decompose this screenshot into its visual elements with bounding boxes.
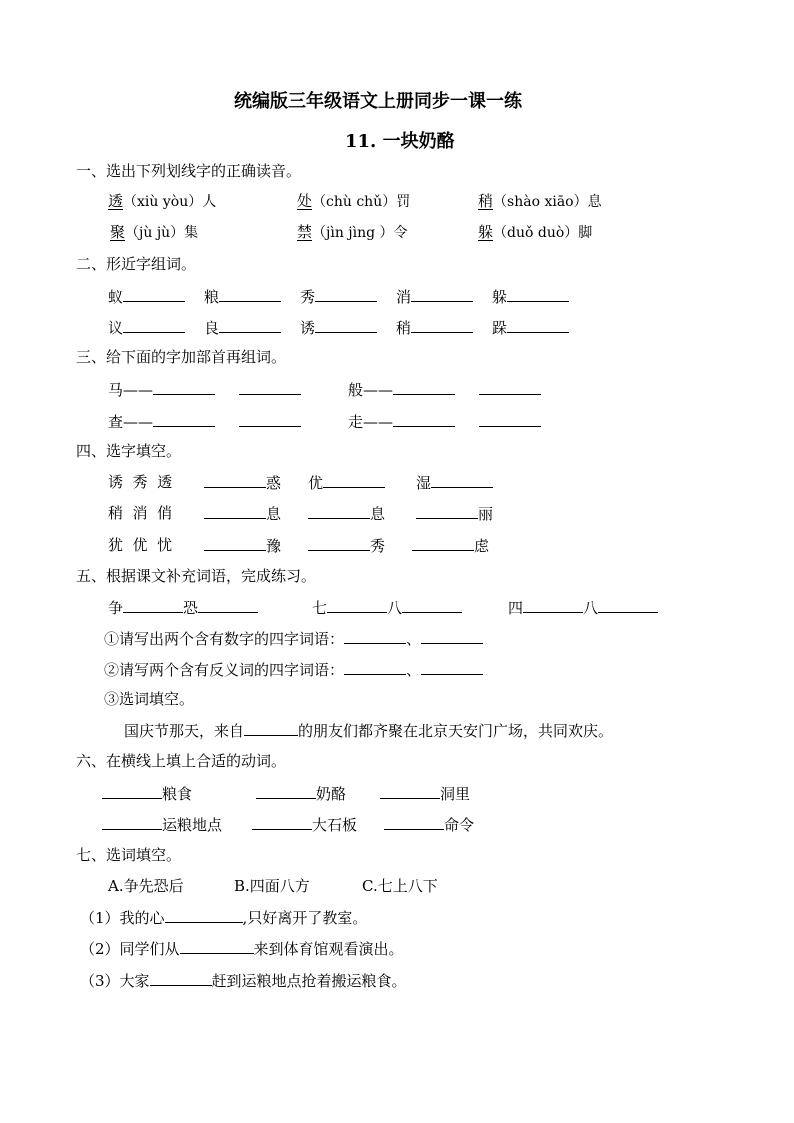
pinyin-item [297,221,408,242]
word-item: 诱 [300,316,377,338]
idiom-item: 争 恐 [108,596,258,618]
question-5-3: ③选词填空。 [104,690,195,708]
answer-blank[interactable] [327,596,387,613]
pinyin-item [297,190,410,211]
answer-blank[interactable] [393,410,455,427]
section-6-heading: 六、在横线上填上合适的动词。 [76,752,287,770]
lesson-title: 11. 一块奶酪 [345,131,455,152]
answer-blank[interactable] [252,813,312,830]
answer-blank[interactable] [315,316,377,333]
fill-item: 优 [308,471,385,493]
answer-blank[interactable] [523,596,583,613]
answer-blank[interactable] [393,378,455,395]
question-5-3-sentence: 国庆节那天，来自 的朋友们都齐聚在北京天安门广场，共同欢庆。 [124,719,613,741]
underlined-char: 聚 [110,223,126,241]
word-item: 良 [204,316,281,338]
answer-blank[interactable] [315,285,377,302]
pinyin-options: （shào xiāo）息 [493,194,602,210]
answer-blank[interactable] [219,316,281,333]
section-3-heading: 三、给下面的字加部首再组词。 [76,348,287,366]
answer-blank[interactable] [123,596,183,613]
section-2-heading: 二、形近字组词。 [76,255,197,273]
answer-blank[interactable] [412,534,474,551]
answer-blank[interactable] [204,502,266,519]
radical-item: 走—— [348,410,541,432]
pinyin-item [478,190,602,211]
char-options: 犹 优 忧 [108,536,173,554]
pinyin-item [108,190,216,211]
answer-blank[interactable] [507,285,569,302]
answer-blank[interactable] [416,502,478,519]
answer-blank[interactable] [204,471,266,488]
answer-blank[interactable] [198,596,258,613]
underlined-char: 禁 [297,223,313,241]
verb-item: 洞里 [380,782,470,804]
answer-blank[interactable] [431,471,493,488]
answer-blank[interactable] [308,502,370,519]
answer-blank[interactable] [421,658,483,675]
answer-blank[interactable] [239,410,301,427]
idiom-item: 四 八 [508,596,658,618]
option-c: C.七上八下 [362,877,438,895]
answer-blank[interactable] [344,627,406,644]
idiom-item: 七 八 [312,596,462,618]
answer-blank[interactable] [479,410,541,427]
answer-blank[interactable] [153,378,215,395]
underlined-char: 稍 [478,192,494,210]
answer-blank[interactable] [411,285,473,302]
option-a: A.争先恐后 [108,877,184,895]
question-5-2: ②请写两个含有反义词的四字词语： 、 [104,658,483,680]
answer-blank[interactable] [380,782,440,799]
section-7-heading: 七、选词填空。 [76,846,182,864]
pinyin-item [478,221,592,242]
fill-item: 虑 [412,534,489,556]
word-item: 议 [108,316,185,338]
word-item: 粮 [204,285,281,307]
answer-blank[interactable] [204,534,266,551]
radical-item: 查—— [108,410,301,432]
fill-item: 丽 [416,502,493,524]
underlined-char: 躲 [478,223,494,241]
question-7-1: （1）我的心 ,只好离开了教室。 [80,906,367,928]
char-options: 稍 消 俏 [108,504,173,522]
answer-blank[interactable] [153,410,215,427]
question-5-1: ①请写出两个含有数字的四字词语： 、 [104,627,483,649]
answer-blank[interactable] [102,782,162,799]
pinyin-options: （jù jù）集 [125,225,199,241]
option-b: B.四面八方 [234,877,310,895]
answer-blank[interactable] [123,316,185,333]
answer-blank[interactable] [219,285,281,302]
answer-blank[interactable] [123,285,185,302]
word-item: 稍 [396,316,473,338]
question-7-3: （3）大家 赶到运粮地点抢着搬运粮食。 [80,969,407,991]
radical-item: 马—— [108,378,301,400]
fill-item: 湿 [416,471,493,493]
section-5-heading: 五、根据课文补充词语，完成练习。 [76,567,317,585]
verb-item: 奶酪 [256,782,346,804]
fill-item: 惑 [204,471,281,493]
word-item: 跺 [492,316,569,338]
answer-blank[interactable] [180,937,254,954]
word-item: 躲 [492,285,569,307]
word-item: 消 [396,285,473,307]
char-options: 诱 秀 透 [108,473,173,491]
underlined-char: 处 [297,192,313,210]
verb-item: 运粮地点 [102,813,222,835]
pinyin-options: （duǒ duò）脚 [493,225,593,241]
pinyin-options: （jìn jìng ）令 [312,225,408,241]
section-4-heading: 四、选字填空。 [76,442,182,460]
fill-item: 息 [308,502,385,524]
answer-blank[interactable] [384,813,444,830]
word-item: 蚁 [108,285,185,307]
pinyin-options: （xiù yòu）人 [123,194,217,210]
answer-blank[interactable] [402,596,462,613]
answer-blank[interactable] [256,782,316,799]
answer-blank[interactable] [102,813,162,830]
answer-blank[interactable] [598,596,658,613]
fill-item: 秀 [308,534,385,556]
answer-blank[interactable] [421,627,483,644]
answer-blank[interactable] [479,378,541,395]
answer-blank[interactable] [244,719,298,736]
answer-blank[interactable] [344,658,406,675]
word-item: 秀 [300,285,377,307]
underlined-char: 透 [108,192,124,210]
answer-blank[interactable] [323,471,385,488]
fill-item: 豫 [204,534,281,556]
fill-item: 息 [204,502,281,524]
verb-item: 大石板 [252,813,357,835]
answer-blank[interactable] [165,906,243,923]
page-title: 统编版三年级语文上册同步一课一练 [234,91,522,112]
pinyin-item [110,221,198,242]
pinyin-options: （chù chǔ）罚 [312,194,411,210]
question-7-2: （2）同学们从 来到体育馆观看演出。 [80,937,404,959]
answer-blank[interactable] [239,378,301,395]
verb-item: 粮食 [102,782,192,804]
answer-blank[interactable] [411,316,473,333]
verb-item: 命令 [384,813,474,835]
answer-blank[interactable] [150,969,212,986]
radical-item: 般—— [348,378,541,400]
answer-blank[interactable] [507,316,569,333]
section-1-heading: 一、选出下列划线字的正确读音。 [76,162,302,180]
answer-blank[interactable] [308,534,370,551]
